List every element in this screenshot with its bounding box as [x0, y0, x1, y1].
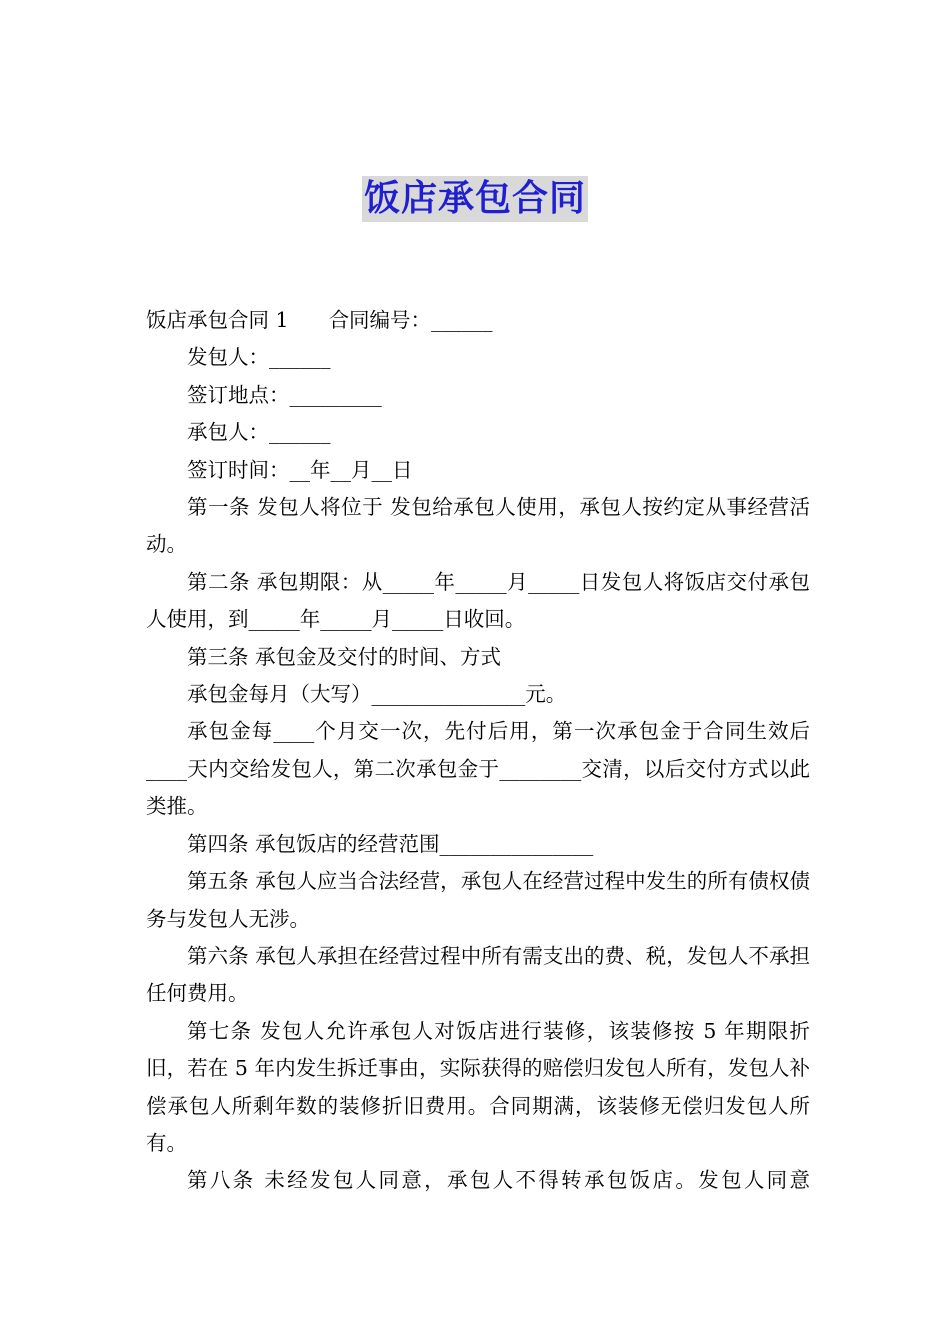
signing-place-line: 签订地点：_________	[187, 382, 382, 407]
document-body	[146, 302, 810, 1200]
clause-8: 第八条 未经发包人同意，承包人不得转承包饭店。发包人同意	[187, 1168, 810, 1193]
monthly-fee-line: 承包金每月（大写）_______________元。	[187, 682, 567, 707]
clause-3: 第三条 承包金及交付的时间、方式	[187, 644, 502, 669]
party-a-line: 发包人：______	[187, 345, 331, 370]
clause-6: 第六条 承包人承担在经营过程中所有需支出的费、税，发包人不承担任何费用。	[146, 943, 810, 1006]
clause-1: 第一条 发包人将位于 发包给承包人使用，承包人按约定从事经营活动。	[146, 495, 810, 557]
clause-4: 第四条 承包饭店的经营范围_______________	[187, 831, 594, 856]
clause-5: 第五条 承包人应当合法经营，承包人在经营过程中发生的所有债权债务与发包人无涉。	[146, 869, 810, 931]
clause-7: 第七条 发包人允许承包人对饭店进行装修，该装修按 5 年期限折旧，若在 5 年内发生拆迁事由，实际获得的赔偿归发包人所有，发包人补偿承包人所剩年数的装修折旧费用。合同期满，该装修无偿归发包人所有。	[146, 1018, 810, 1155]
signing-date-line: 签订时间：__年__月__日	[187, 457, 413, 482]
clause-2: 第二条 承包期限：从_____年_____月_____日发包人将饭店交付承包人使用，到_____年_____月_____日收回。	[146, 569, 810, 632]
document-title: 饭店承包合同	[362, 176, 588, 222]
payment-schedule: 承包金每____个月交一次，先付后用，第一次承包金于合同生效后____天内交给发包人，第二次承包金于________交清，以后交付方式以此类推。	[146, 719, 810, 819]
party-b-line: 承包人：______	[187, 420, 331, 445]
contract-number: 合同编号：______	[328, 308, 493, 332]
contract-heading-label: 饭店承包合同 1	[146, 308, 289, 332]
contract-heading-line	[146, 302, 810, 339]
title-wrapper	[0, 176, 950, 222]
